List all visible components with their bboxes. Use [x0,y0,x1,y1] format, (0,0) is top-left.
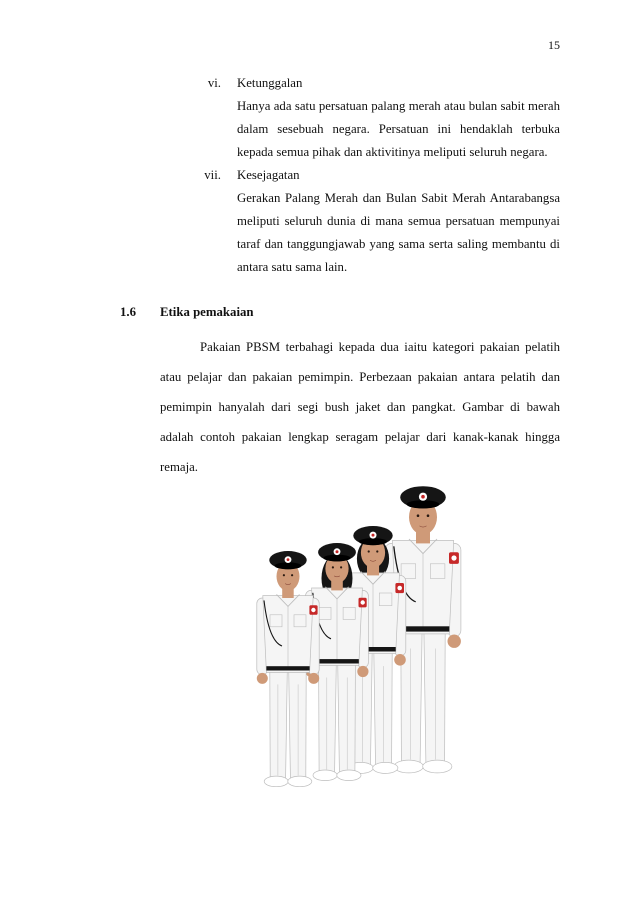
shoe [313,770,337,781]
cap-badge-emblem [421,495,425,499]
list-item-text-line: antara satu sama lain. [237,260,348,274]
shoe [423,760,452,773]
shoulder-patch-emblem [361,600,365,604]
page-number: 15 [548,38,560,52]
shoulder-patch-emblem [397,586,402,591]
cap-badge-emblem [372,534,375,537]
shoulder-patch-emblem [451,555,456,560]
eye [417,514,420,517]
trouser-leg [270,670,288,778]
cap-band [275,562,302,569]
eye [340,566,342,568]
cap-badge-emblem [287,558,290,561]
cap-band [359,538,387,545]
shoe [288,776,312,787]
paragraph-line: adalah contoh pakaian lengkap seragam pelajar dari kanak-kanak hingga [160,430,560,444]
list-item-title: Kesejagatan [237,168,300,182]
list-item [0,164,638,279]
list-item-row [0,95,638,118]
hand [257,673,268,684]
shoulder-patch-emblem [311,608,315,612]
section-heading [0,301,638,324]
belt [315,659,359,663]
eye [427,514,430,517]
list-item-row [0,256,638,279]
trouser-leg [374,651,392,764]
hand [448,635,461,648]
list-item-text-line: taraf dan tanggungjawab yang sama serta saling membantu di [237,237,560,251]
trouser-leg [319,663,337,772]
belt [266,666,309,670]
list-item-heading [0,164,638,187]
cap-band [407,500,440,508]
list-item-text-line: meliputi seluruh dunia di mana semua persatuan mempunyai [237,214,560,228]
paragraph-line: atau pelajar dan pakaian pemimpin. Perbezaan pakaian antara pelatih dan [160,370,560,384]
eye [368,550,370,552]
trouser-leg [289,670,307,778]
cap-band [323,555,350,562]
trouser-leg [424,631,445,762]
child-figure [257,551,319,787]
shoe [337,770,361,781]
section-paragraph [160,332,560,482]
cap-badge-emblem [336,550,339,553]
trouser-leg [338,663,356,772]
hand [357,666,368,677]
list-item-row [0,187,638,210]
shoe [264,776,288,787]
uniform-photo [255,480,470,805]
list-item-row [0,233,638,256]
list-item-numeral: vii. [204,168,221,182]
list-item-row [0,118,638,141]
list-item-heading [0,72,638,95]
list-item-text-line: kepada semua pihak dan aktivitinya meliputi seluruh negara. [237,145,548,159]
section-title: Etika pemakaian [160,305,254,319]
eye [291,574,293,576]
list-item-text-line: dalam sesebuah negara. Persatuan ini hendaklah terbuka [237,122,560,136]
list-item-numeral: vi. [207,76,221,90]
list-item-title: Ketunggalan [237,76,303,90]
eye [283,574,285,576]
list-item-text-line: Hanya ada satu persatuan palang merah atau bulan sabit merah [237,99,560,113]
shoe [373,762,398,773]
list-item-text-line: Gerakan Palang Merah dan Bulan Sabit Merah Antarabangsa [237,191,560,205]
hand [308,673,319,684]
eye [376,550,378,552]
paragraph-line: pemimpin hanyalah dari segi bush jaket dan pangkat. Gambar di bawah [160,400,560,414]
paragraph-line: Pakaian PBSM terbahagi kepada dua iaitu kategori pakaian pelatih [200,340,560,354]
paragraph-line: remaja. [160,460,199,474]
section-number: 1.6 [120,305,136,319]
list-item-row [0,141,638,164]
list-item [0,72,638,164]
list-item-row [0,210,638,233]
eye [332,566,334,568]
shoe [394,760,423,773]
principles-list [0,72,638,279]
hand [394,654,406,666]
